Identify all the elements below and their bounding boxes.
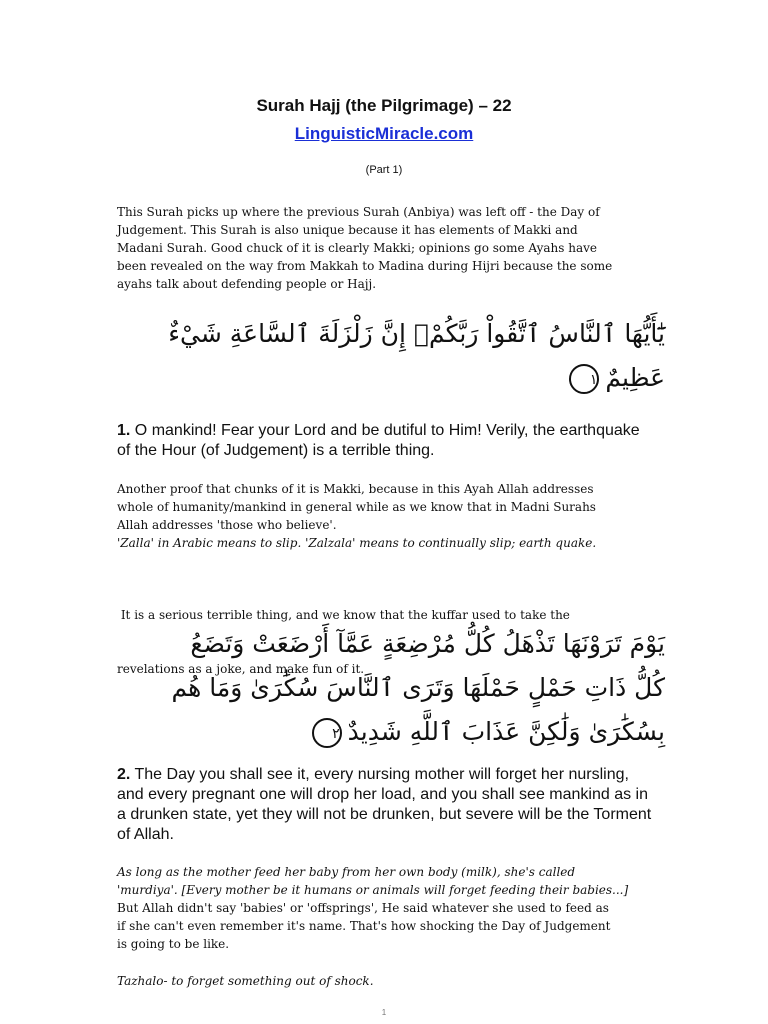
note-line: Allah addresses 'those who believe'. [117, 518, 337, 532]
ayah-1-arabic [117, 312, 665, 400]
note-line: Another proof that chunks of it is Makki, because in this Ayah Allah addresses [117, 482, 594, 496]
part-label: (Part 1) [365, 164, 403, 176]
ayah-2-arabic [117, 622, 665, 754]
ayah-number-marker: ٢ [312, 718, 342, 748]
intro-line: This Surah picks up where the previous Surah (Anbiya) was left off - the Day of [117, 205, 600, 219]
note-line: revelations as a joke, and make fun of it. [117, 662, 365, 676]
note-line-italic: 'murdiya'. [Every mother be it humans or animals will forget feeding their babies...] [117, 883, 629, 897]
note-line-italic: As long as the mother feed her baby from her own body (milk), she's called [117, 865, 576, 879]
arabic-line: عَظِيمٌ [605, 363, 665, 392]
arabic-line: يَٰٓأَيُّهَا ٱلنَّاسُ ٱتَّقُواْ رَبَّكُمْۚ إِنَّ زَلْزَلَةَ ٱلسَّاعَةِ شَيْءٌ [168, 319, 665, 348]
note-line: But Allah didn't say 'babies' or 'offsprings', He said whatever she used to feed as [117, 901, 609, 915]
intro-line: ayahs talk about defending people or Hajj. [117, 277, 377, 291]
note-line-italic: 'Zalla' in Arabic means to slip. 'Zalzala' means to continually slip; earth quake. [117, 536, 597, 550]
ayah-1-note [117, 480, 647, 552]
site-link[interactable]: LinguisticMiracle.com [294, 124, 474, 143]
translation-text: The Day you shall see it, every nursing mother will forget her nursling, and every pregnant one will drop her load, and you shall see mankind as in a drunken state, yet they will not be drunken, but severe will be the Torment of Allah. [117, 766, 652, 843]
intro-line: been revealed on the way from Makkah to Madina during Hijri because the some [117, 259, 613, 273]
intro-line: Judgement. This Surah is also unique because it has elements of Makki and [117, 223, 578, 237]
ayah-1-translation [117, 421, 657, 461]
tazhalo-note: Tazhalo- to forget something out of shock. [117, 974, 374, 988]
note-line: whole of humanity/mankind in general while as we know that in Madni Surahs [117, 500, 596, 514]
ayah-2-note [117, 863, 647, 953]
page-title: Surah Hajj (the Pilgrimage) – 22 [256, 96, 512, 115]
note-line: It is a serious terrible thing, and we know that the kuffar used to take the [117, 608, 570, 622]
ayah-number-marker: ١ [569, 364, 599, 394]
note-line: is going to be like. [117, 937, 230, 951]
ayah-2-translation [117, 765, 657, 845]
arabic-line: بِسُكَٰرَىٰ وَلَٰكِنَّ عَذَابَ ٱللَّهِ شَدِيدٌ [347, 717, 665, 746]
arabic-line: كُلُّ ذَاتِ حَمْلٍ حَمْلَهَا وَتَرَى ٱلنَّاسَ سُكَٰرَىٰ وَمَا هُم [171, 673, 665, 702]
ayah-number: 1. [117, 422, 131, 439]
arabic-line: يَوْمَ تَرَوْنَهَا تَذْهَلُ كُلُّ مُرْضِعَةٍ عَمَّآ أَرْضَعَتْ وَتَضَعُ [190, 629, 665, 658]
ayah-number: 2. [117, 766, 131, 783]
intro-line: Madani Surah. Good chuck of it is clearly Makki; opinions go some Ayahs have [117, 241, 598, 255]
note-line: if she can't even remember it's name. That's how shocking the Day of Judgement [117, 919, 611, 933]
intro-paragraph [117, 203, 647, 293]
page-number: 1 [381, 1008, 387, 1017]
translation-text: O mankind! Fear your Lord and be dutiful to Him! Verily, the earthquake of the Hour (of Judgement) is a terrible thing. [117, 422, 640, 459]
